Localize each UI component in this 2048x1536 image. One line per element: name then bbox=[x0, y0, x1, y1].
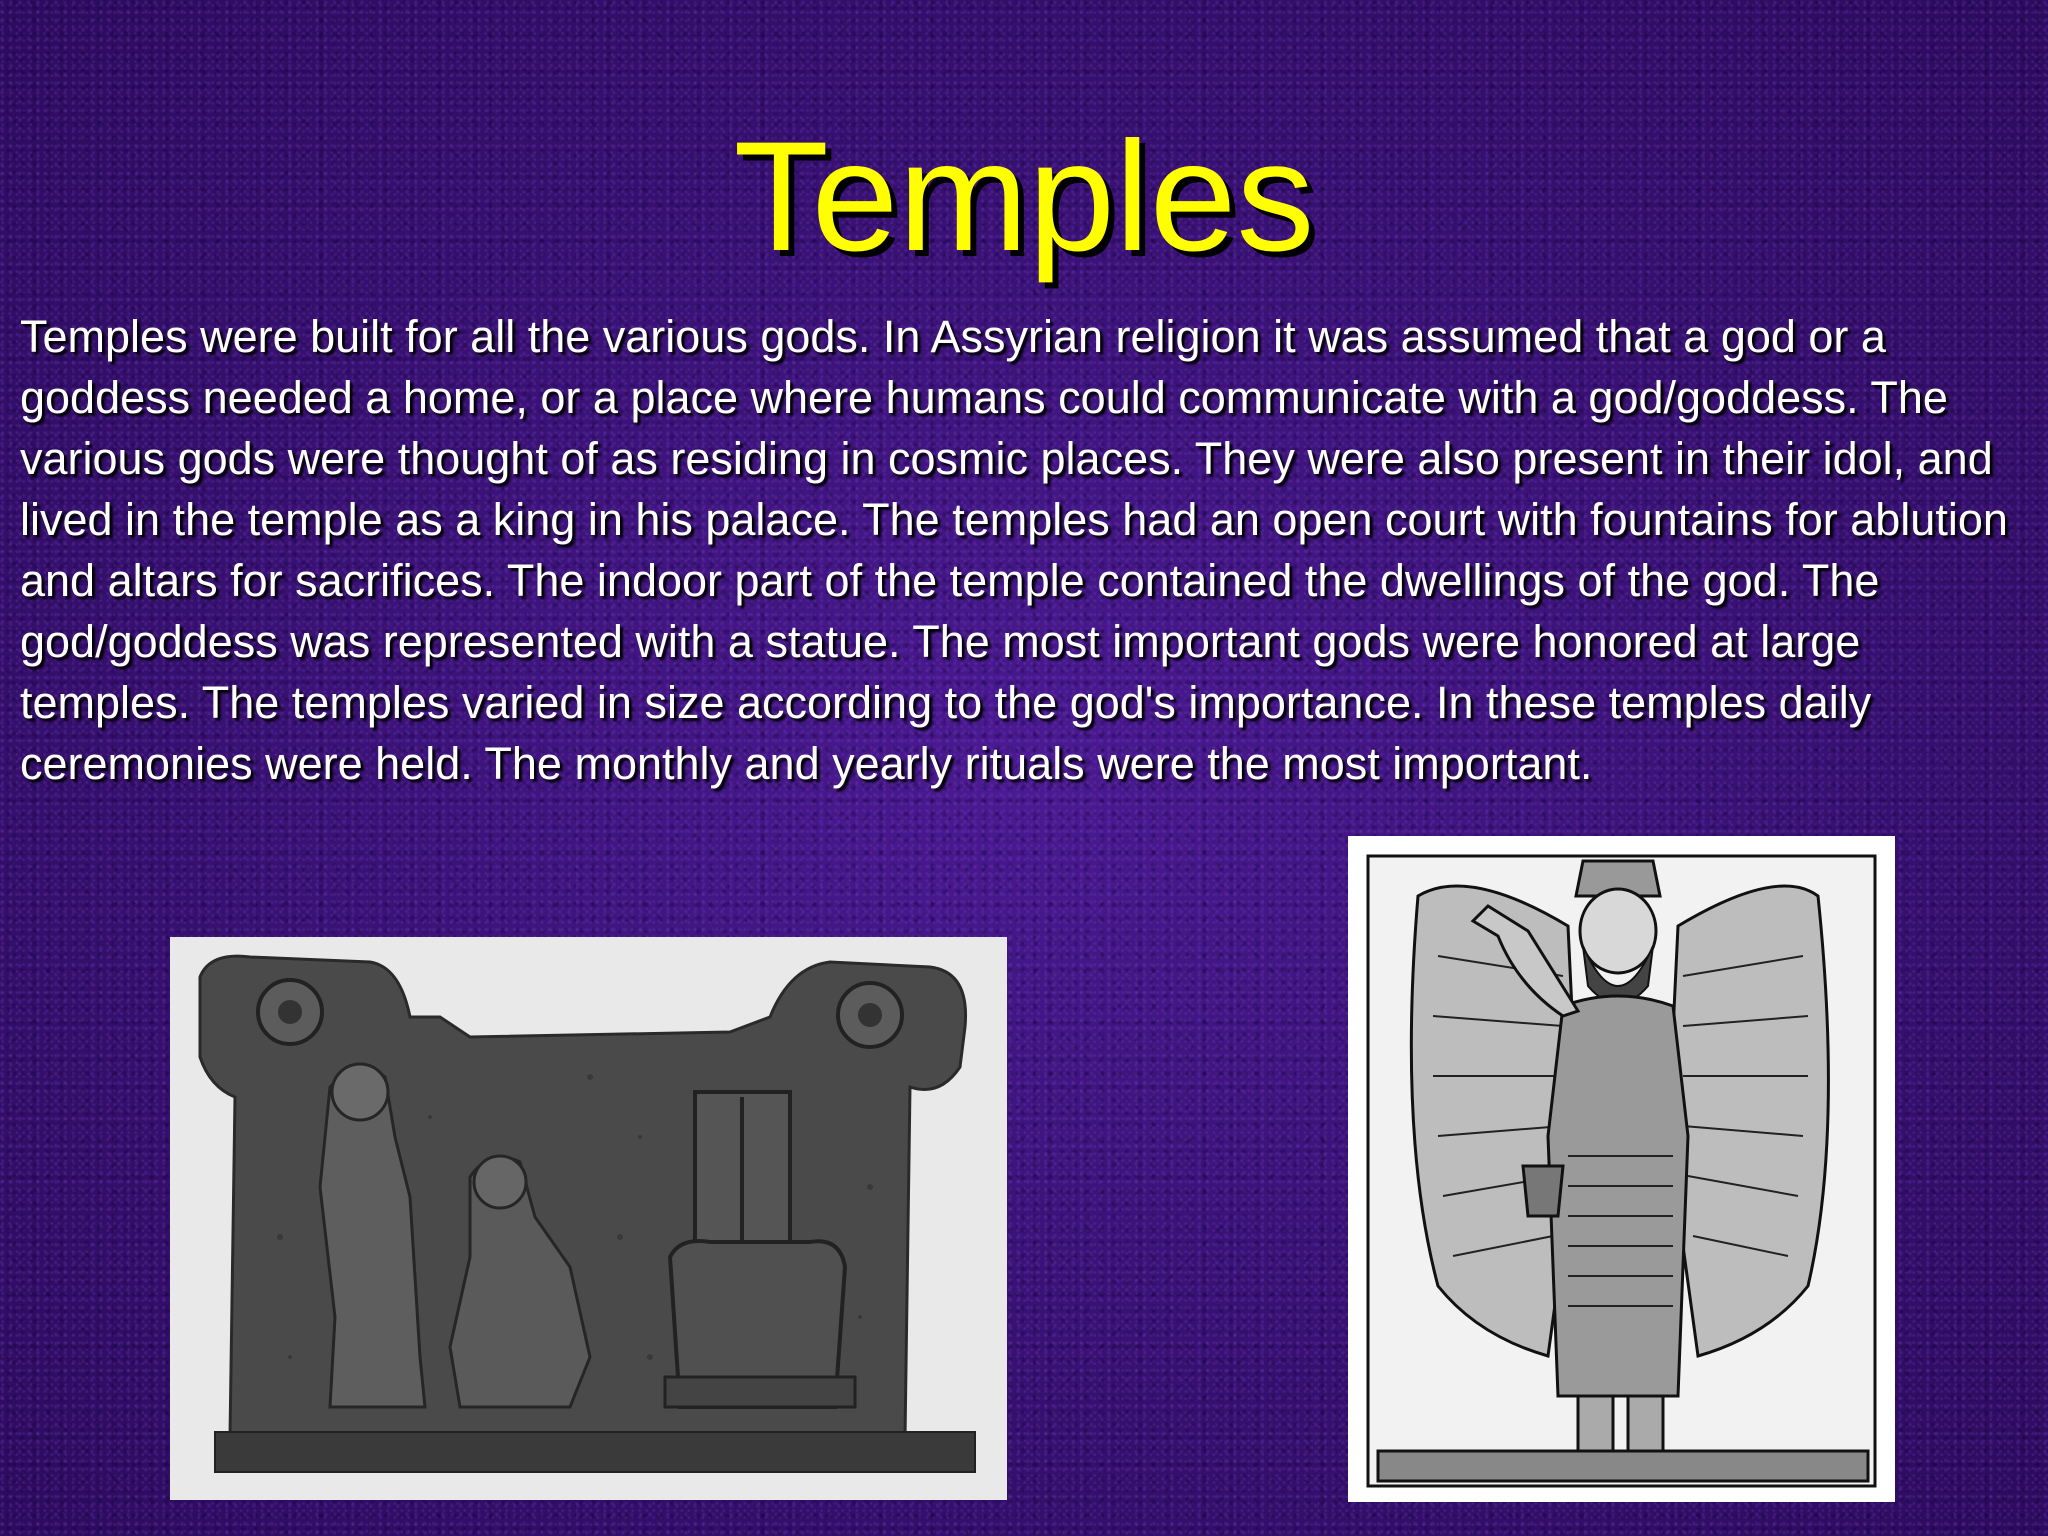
stone-relief-image bbox=[170, 937, 1007, 1500]
slide-body-text: Temples were built for all the various gods. In Assyrian religion it was assumed that a god or a goddess needed a home, or a place where humans could communicate with a god/goddess. The various gods were thought of as residing in cosmic places. They were also present in their idol, and lived in the temple as a king in his palace. The temples had an open court with fountains for ablution and altars for sacrifices. The indoor part of the temple contained the dwellings of the god. The god/goddess was represented with a statue. The most important gods were honored at large temples. The temples varied in size according to the god's importance. In these temples daily ceremonies were held. The monthly and yearly rituals were the most important. bbox=[20, 311, 2008, 789]
winged-figure-image bbox=[1348, 836, 1895, 1502]
slide-title: Temples bbox=[733, 110, 1315, 284]
